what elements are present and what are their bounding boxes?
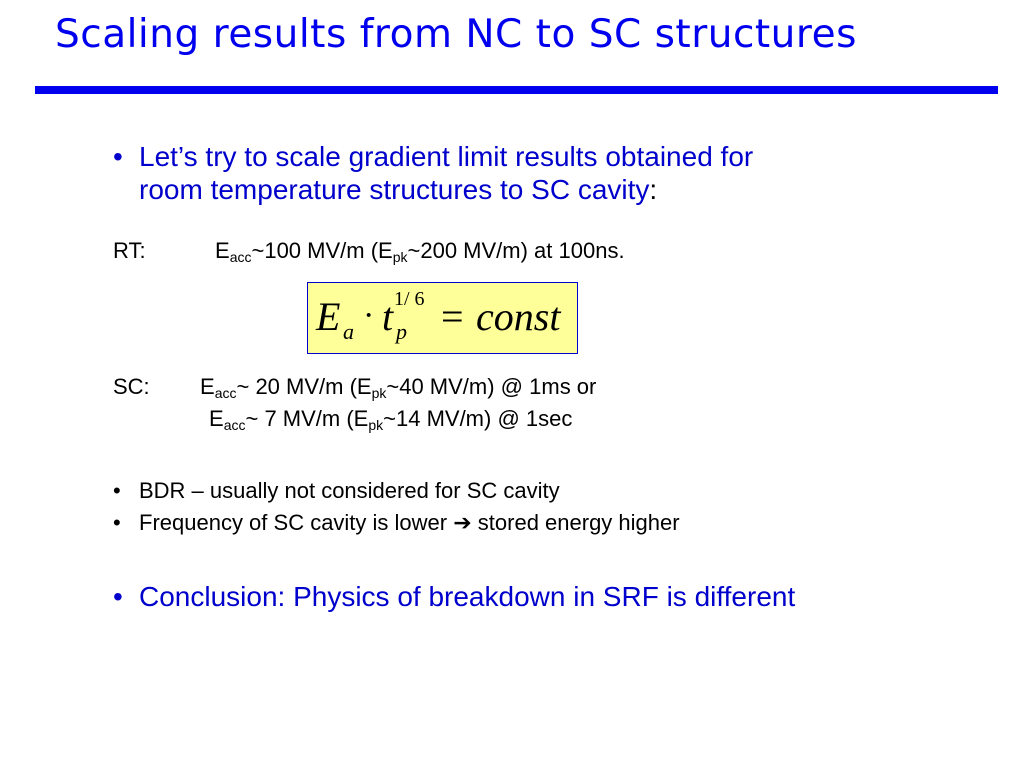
bullet-marker: • (113, 141, 123, 172)
intro-line-2 (139, 173, 753, 206)
conclusion-text: Conclusion: Physics of breakdown in SRF is different (139, 581, 796, 612)
sc-line-2 (209, 406, 572, 432)
rt-e: E (215, 238, 230, 263)
formula-t: t (382, 294, 394, 339)
sc1-acc-sub: acc (214, 385, 237, 401)
rt-pk-value: ~200 MV/m) at 100ns. (407, 238, 625, 263)
slide-title: Scaling results from NC to SC structures (55, 12, 857, 57)
intro-line-2-text: room temperature structures to SC cavity (139, 174, 650, 205)
sc1-e: E (200, 374, 215, 399)
sc2-acc-sub: acc (223, 417, 246, 433)
rt-acc-sub: acc (229, 249, 252, 265)
title-underline (35, 86, 998, 94)
right-arrow-icon: ➔ (453, 510, 472, 535)
formula-t-sup: 1/ 6 (394, 288, 425, 310)
scaling-formula-box (307, 282, 578, 354)
rt-line (113, 238, 625, 265)
intro-colon: : (649, 174, 658, 205)
bullet-marker: • (113, 510, 121, 535)
frequency-text-before: Frequency of SC cavity is lower (139, 510, 454, 535)
rt-pk-sub: pk (392, 249, 408, 265)
sc-label: SC: (113, 374, 150, 399)
formula-e-sub: a (343, 319, 354, 344)
rt-values (215, 238, 625, 264)
sc1-pk-sub: pk (371, 385, 387, 401)
intro-bullet-text (139, 140, 753, 206)
formula-t-sub: p (396, 319, 407, 344)
intro-line-1: Let’s try to scale gradient limit results obtained for (139, 141, 754, 172)
rt-label: RT: (113, 238, 146, 263)
formula-dot: · (363, 297, 375, 334)
bullet-marker: • (113, 478, 121, 503)
frequency-bullet-text (139, 510, 680, 536)
formula-rhs: const (476, 294, 561, 339)
bullet-marker: • (113, 581, 123, 612)
sc2-e: E (209, 406, 224, 431)
sc1-pk-value: ~40 MV/m) @ 1ms or (386, 374, 597, 399)
sc-line-1 (113, 374, 597, 401)
sc-values-1 (200, 374, 596, 400)
sc2-acc-value: ~ 7 MV/m (E (245, 406, 369, 431)
bdr-bullet-text: BDR – usually not considered for SC cavity (139, 478, 560, 503)
sc1-acc-value: ~ 20 MV/m (E (236, 374, 372, 399)
formula-e: E (316, 294, 341, 339)
sc2-pk-value: ~14 MV/m) @ 1sec (383, 406, 573, 431)
frequency-text-after: stored energy higher (471, 510, 680, 535)
formula-equals: = (441, 294, 464, 339)
sc2-pk-sub: pk (368, 417, 384, 433)
rt-acc-value: ~100 MV/m (E (251, 238, 393, 263)
